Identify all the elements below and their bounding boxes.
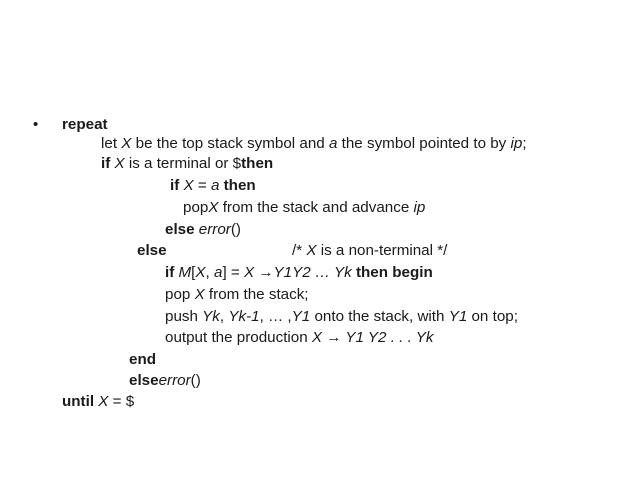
variable: ip <box>413 199 426 216</box>
variable: X <box>194 286 205 303</box>
line-else-error <box>165 220 241 240</box>
variable: X <box>306 242 317 259</box>
line-repeat <box>62 115 108 135</box>
variable: a <box>328 135 338 152</box>
function: error <box>198 221 231 238</box>
keyword: then <box>219 177 256 194</box>
text: () <box>190 372 201 389</box>
variable: X <box>195 264 206 281</box>
keyword: repeat <box>62 116 108 133</box>
text: push <box>165 308 203 325</box>
text: = $ <box>108 393 135 410</box>
line-if-terminal <box>101 154 273 174</box>
variable: Y1 <box>291 308 311 325</box>
line-else <box>137 241 167 261</box>
keyword: then <box>241 155 274 172</box>
text: , <box>205 264 214 281</box>
text: ; <box>522 135 527 152</box>
keyword: until <box>62 393 99 410</box>
variable: M <box>178 264 192 281</box>
keyword: else <box>165 221 199 238</box>
keyword: else <box>137 242 167 259</box>
keyword: if <box>101 155 115 172</box>
keyword: if <box>170 177 184 194</box>
text: [ <box>191 264 196 281</box>
text: , <box>219 308 229 325</box>
line-let <box>101 134 527 154</box>
line-comment <box>292 241 447 261</box>
variable: Y1 <box>448 308 468 325</box>
text: /* <box>292 242 307 259</box>
production: X →Y1Y2 … Yk <box>243 264 352 281</box>
text: onto the stack, with <box>310 308 449 325</box>
variable: X <box>98 393 109 410</box>
line-if-match <box>170 176 256 196</box>
variable: X <box>183 177 194 194</box>
text: on top; <box>467 308 518 325</box>
text: be the top stack symbol and <box>131 135 329 152</box>
text: is a terminal or $ <box>124 155 242 172</box>
text: the symbol pointed to by <box>337 135 511 152</box>
text: pop <box>183 199 209 216</box>
text: is a non-terminal */ <box>316 242 448 259</box>
line-push <box>165 307 518 327</box>
variable: Yk <box>202 308 220 325</box>
text: output the production <box>165 329 312 346</box>
bullet: • <box>33 116 39 133</box>
variable: ip <box>510 135 523 152</box>
variable: X <box>208 199 219 216</box>
keyword: then begin <box>351 264 433 281</box>
variable: Yk-1 <box>228 308 260 325</box>
line-output <box>165 328 434 348</box>
function: error <box>158 372 191 389</box>
line-pop-advance <box>183 198 425 218</box>
keyword: else <box>129 372 159 389</box>
variable: a <box>213 264 223 281</box>
line-until <box>62 392 134 412</box>
line-if-table <box>165 263 433 283</box>
variable: X <box>121 135 132 152</box>
text: let <box>101 135 122 152</box>
line-else-error-outer <box>129 371 201 391</box>
line-end <box>129 350 156 370</box>
line-pop-x <box>165 285 309 305</box>
text: , … , <box>259 308 292 325</box>
variable: a <box>210 177 220 194</box>
keyword: end <box>129 351 157 368</box>
text: ] = <box>222 264 244 281</box>
keyword: if <box>165 264 179 281</box>
text: () <box>230 221 241 238</box>
text: from the stack; <box>204 286 309 303</box>
production: X → Y1 Y2 . . . Yk <box>311 329 434 346</box>
text: from the stack and advance <box>218 199 414 216</box>
text: = <box>193 177 211 194</box>
variable: X <box>114 155 125 172</box>
text: pop <box>165 286 195 303</box>
